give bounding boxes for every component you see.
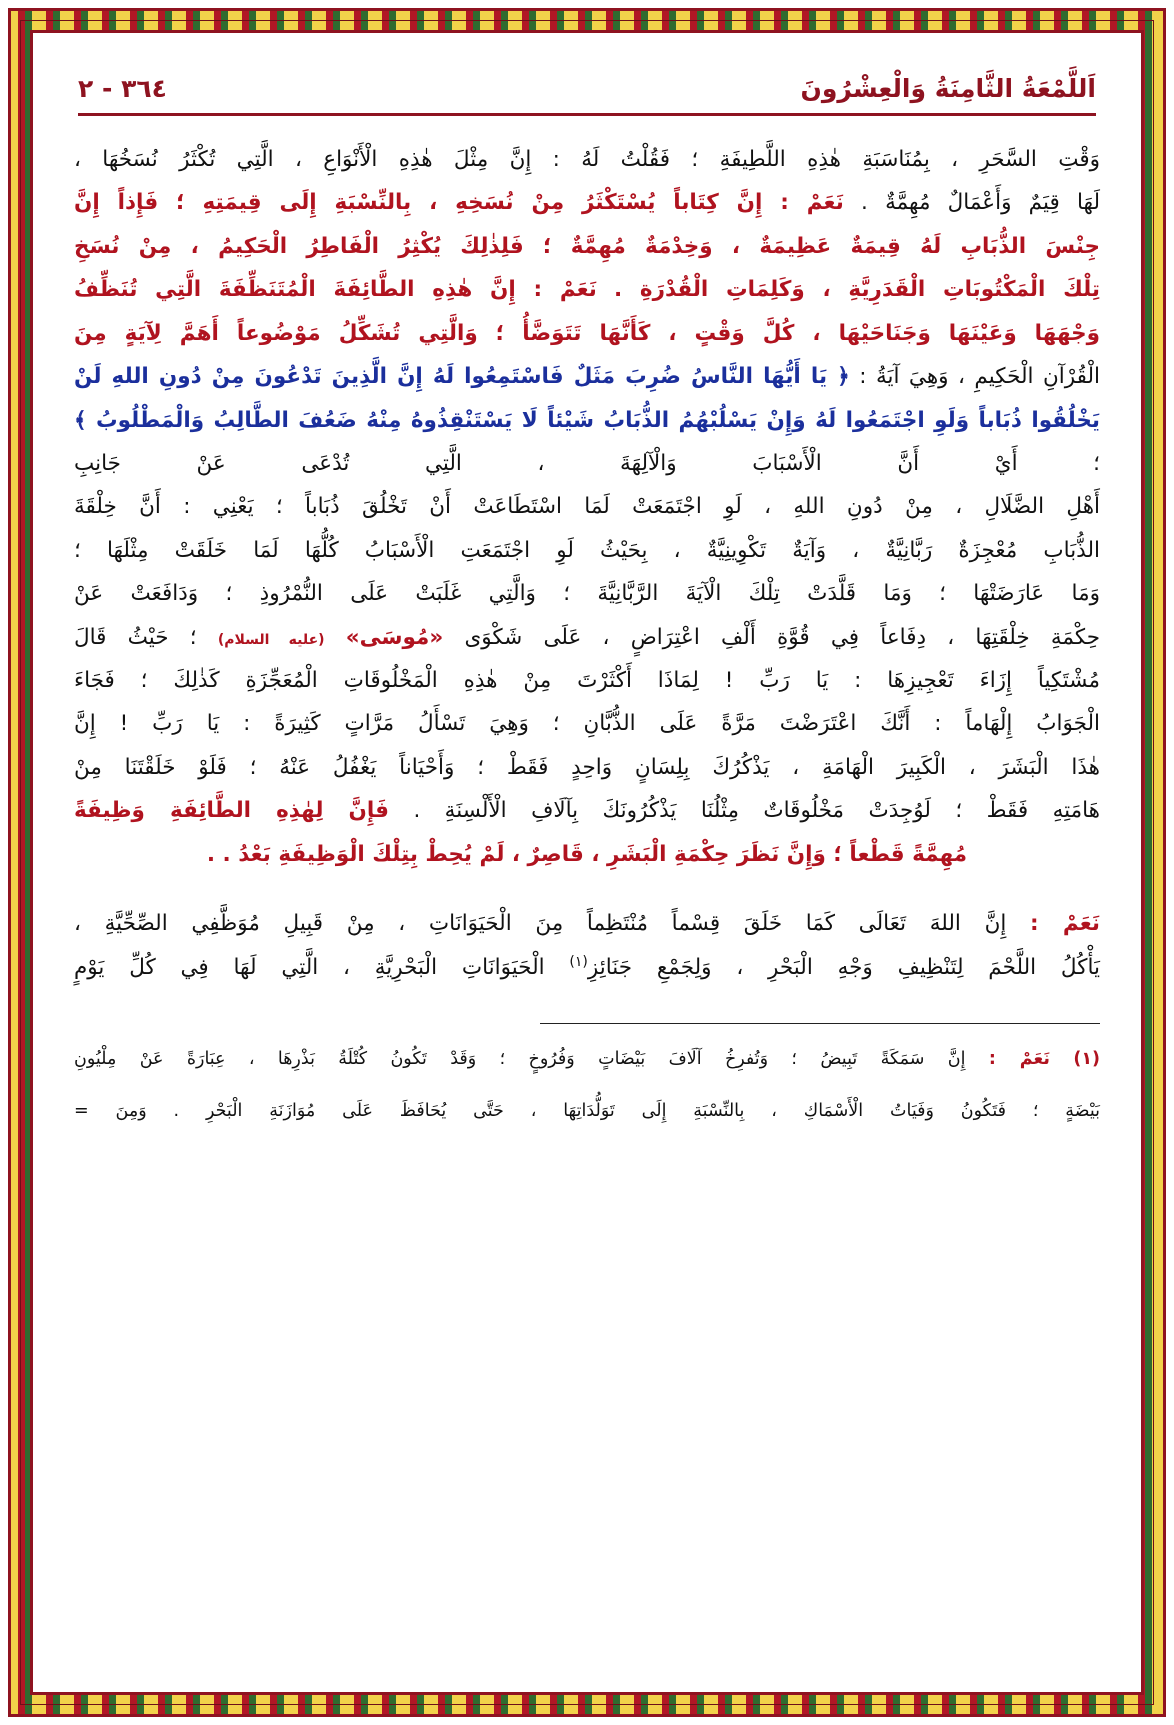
paragraph-line <box>74 702 1100 745</box>
text-run: ؛ أَيْ أَنَّ الْأَسْبَابَ وَالْآلِهَةَ ، الَّتِي تُدْعَى عَنْ جَانِبِ <box>74 450 1100 476</box>
footnote-block <box>60 1042 1114 1130</box>
text-run: إِنَّ اللهَ تَعَالَى كَمَا خَلَقَ قِسْماً مُنْتَظِماً مِنَ الْحَيَوَانَاتِ ، مِنْ قَبِيلِ مُوَظَّفِي الصِّحِّيَّةِ ، <box>74 911 1007 937</box>
text-run: وَمَا عَارَضَتْهَا ؛ وَمَا قَلَّدَتْ تِلْكَ الْآيَةَ الرَّبَّانِيَّةَ ؛ وَالَّتِي غَلَبَتْ عَلَى النُّمْرُوذِ ؛ وَدَافَعَتْ عَنْ <box>74 581 1100 607</box>
text-run: لَهَا قِيَمٌ وَأَعْمَالٌ مُهِمَّةٌ . <box>861 190 1100 216</box>
page-number: ٣٦٤ - ٢ <box>78 74 167 103</box>
text-run: هَامَتِهِ فَقَطْ ؛ لَوُجِدَتْ مَخْلُوقَاتٌ مِثْلُنَا يَذْكُرُونَكَ بِآلَافِ الْأَلْسِنَةِ . <box>413 798 1100 824</box>
paragraph-line <box>74 138 1100 181</box>
page-header <box>60 66 1114 103</box>
paragraph-line <box>74 572 1100 615</box>
text-run-emphasis: نَعَمْ : إِنَّ هٰذِهِ الطَّائِفَةَ الْمُتَنَظِّفَةَ الَّتِي تُنَظِّفُ <box>74 277 597 303</box>
paragraph-spacer <box>74 876 1100 902</box>
paragraph-line <box>74 659 1100 702</box>
paragraph-line <box>74 485 1100 528</box>
text-run: هٰذَا الْبَشَرَ ، الْكَبِيرَ الْهَامَةِ ، يَذْكُرُكَ بِلِسَانٍ وَاحِدٍ فَقَطْ ؛ وَأَحْيَاناً يَغْفُلُ عَنْهُ ؛ فَلَوْ خَلَقْتَنَا مِنْ <box>74 754 1100 780</box>
paragraph-line <box>74 268 1100 311</box>
text-run: الْقُرْآنِ الْحَكِيمِ ، وَهِيَ آيَةُ : <box>859 364 1100 390</box>
footnote-number: (١) <box>1073 1048 1100 1069</box>
paragraph-line <box>74 746 1100 789</box>
text-run-emphasis: وَجْهَهَا وَعَيْنَهَا وَجَنَاحَيْهَا ، كُلَّ وَقْتٍ ، كَأَنَّهَا تَتَوَضَّأُ ؛ وَالَّتِي تُشَكِّلُ مَوْضُوعاً أَهَمَّ لِآيَةٍ مِنَ <box>74 320 1100 346</box>
text-run: الذُّبَابِ مُعْجِزَةٌ رَبَّانِيَّةٌ ، وَآيَةٌ تَكْوِينِيَّةٌ ، بِحَيْثُ لَوِ اجْتَمَعَتِ الْأَسْبَابُ كُلُّهَا لَمَا خَلَقَتْ مِثْلَهَا ؛ <box>74 537 1100 563</box>
text-run: أَهْلِ الضَّلَالِ ، مِنْ دُونِ اللهِ ، لَوِ اجْتَمَعَتْ لَمَا اسْتَطَاعَتْ أَنْ تَخْلُقَ ذُبَاباً ؛ يَعْنِي : أَنَّ خِلْقَةَ <box>74 494 1100 520</box>
text-run: ؛ حَيْثُ قَالَ <box>74 624 197 650</box>
quran-verse: ﴿ يَا أَيُّهَا النَّاسُ ضُرِبَ مَثَلٌ فَاسْتَمِعُوا لَهُ إِنَّ الَّذِينَ تَدْعُونَ مِنْ دُونِ اللهِ لَنْ يَخْلُقُوا ذُبَاباً وَلَوِ اجْتَمَعُوا لَهُ وَإِنْ يَسْلُبْهُمُ الذُّبَابُ شَيْئاً لَا يَسْتَنْقِذُوهُ مِنْهُ ضَعُفَ الطَّالِبُ وَالْمَطْلُوبُ ﴾ <box>74 364 1100 433</box>
page-content <box>46 48 1128 1679</box>
body-text <box>60 138 1114 989</box>
text-run: بَيْضَةٍ ؛ فَتَكُونُ وَفَيَاتُ الْأَسْمَاكِ ، بِالنِّسْبَةِ إِلَى تَوَلُّدَاتِهَا ، حَتَّى يُحَافَظَ عَلَى مُوَازَنَةِ الْبَحْرِ . وَمِنَ = <box>74 1101 1100 1122</box>
footnote-reference: (١) <box>569 953 588 970</box>
text-run-emphasis: تِلْكَ الْمَكْتُوبَاتِ الْقَدَرِيَّةِ ، وَكَلِمَاتِ الْقُدْرَةِ . <box>613 277 1100 303</box>
text-run: مُشْتَكِياً إِزَاءَ تَعْجِيزِهَا : يَا رَبِّ ! لِمَاذَا أَكْثَرْتَ مِنْ هٰذِهِ الْمَخْلُوقَاتِ الْمُعَجِّزَةِ كَذٰلِكَ ؛ فَجَاءَ <box>74 668 1100 694</box>
text-run: يَأْكُلُ اللَّحْمَ لِتَنْظِيفِ وَجْهِ الْبَحْرِ ، وَلِجَمْعِ جَنَائِزِ <box>587 954 1100 980</box>
text-run-emphasis: جِنْسَ الذُّبَابِ لَهُ قِيمَةٌ عَظِيمَةٌ ، وَخِدْمَةٌ مُهِمَّةٌ ؛ فَلِذٰلِكَ يُكْثِرُ الْفَاطِرُ الْحَكِيمُ ، مِنْ نُسَخِ <box>74 233 1100 259</box>
footnote-line <box>74 1094 1100 1129</box>
prophet-name: «مُوسَى» <box>345 624 444 650</box>
paragraph-line <box>74 789 1100 832</box>
paragraph-line <box>74 529 1100 572</box>
paragraph-line <box>74 181 1100 224</box>
text-run: وَقْتِ السَّحَرِ ، بِمُنَاسَبَةِ هٰذِهِ اللَّطِيفَةِ ؛ فَقُلْتُ لَهُ : إِنَّ مِثْلَ هٰذِهِ الْأَنْوَاعِ ، الَّتِي تُكْثَرُ نُسَخُهَا ، <box>74 147 1100 172</box>
paragraph-line <box>74 312 1100 355</box>
paragraph-line <box>74 833 1100 876</box>
footnote-divider <box>540 1023 1100 1024</box>
lesson-title: اَللَّمْعَةُ الثَّامِنَةُ وَالْعِشْرُونَ <box>800 74 1096 103</box>
text-run-emphasis: مُهِمَّةً قَطْعاً ؛ وَإِنَّ نَظَرَ حِكْمَةِ الْبَشَرِ ، قَاصِرٌ ، لَمْ يُحِطْ بِتِلْكَ الْوَظِيفَةِ بَعْدُ . . <box>206 841 968 867</box>
text-run: الْحَيَوَانَاتِ الْبَحْرِيَّةِ ، الَّتِي لَهَا فِي كُلِّ يَوْمٍ <box>74 954 545 980</box>
paragraph-line <box>74 355 1100 442</box>
paragraph-line <box>74 442 1100 485</box>
text-run: حِكْمَةِ خِلْقَتِهَا ، دِفَاعاً فِي قُوَّةِ أَلْفِ اعْتِرَاضٍ ، عَلَى شَكْوَى <box>464 624 1100 650</box>
text-run-emphasis: نَعَمْ : إِنَّ كِتَاباً يُسْتَكْثَرُ مِنْ نُسَخِهِ ، بِالنِّسْبَةِ إِلَى قِيمَتِهِ ؛ فَإِذاً إِنَّ <box>74 190 844 216</box>
paragraph-line <box>74 616 1100 659</box>
text-run-emphasis: نَعَمْ : <box>1030 911 1100 937</box>
text-run: إِنَّ سَمَكَةً تَبِيضُ ؛ وَتُفرِخُ آلَافَ بَيْضَاتٍ وَفُرُوخٍ ؛ وَقَدْ تَكُونُ كُتْلَةُ بَذْرِهَا ، عِبَارَةً عَنْ مِلْيُونِ <box>74 1048 966 1069</box>
honorific-seal: (عليه السلام) <box>217 631 325 648</box>
paragraph-line <box>74 902 1100 945</box>
footnote-line <box>74 1042 1100 1077</box>
text-run-emphasis: فَإِنَّ لِهٰذِهِ الطَّائِفَةِ وَظِيفَةً <box>74 798 390 824</box>
text-run: الْجَوَابُ إِلْهَاماً : أَنَّكَ اعْتَرَضْتَ مَرَّةً عَلَى الذُّبَّانِ ؛ وَهِيَ تَسْأَلُ مَرَّاتٍ كَثِيرَةً : يَا رَبِّ ! إِنَّ <box>74 711 1100 737</box>
paragraph-line <box>74 946 1100 989</box>
paragraph-line <box>74 225 1100 268</box>
footnote-lead: نَعَمْ : <box>988 1048 1050 1069</box>
header-divider <box>78 113 1096 116</box>
